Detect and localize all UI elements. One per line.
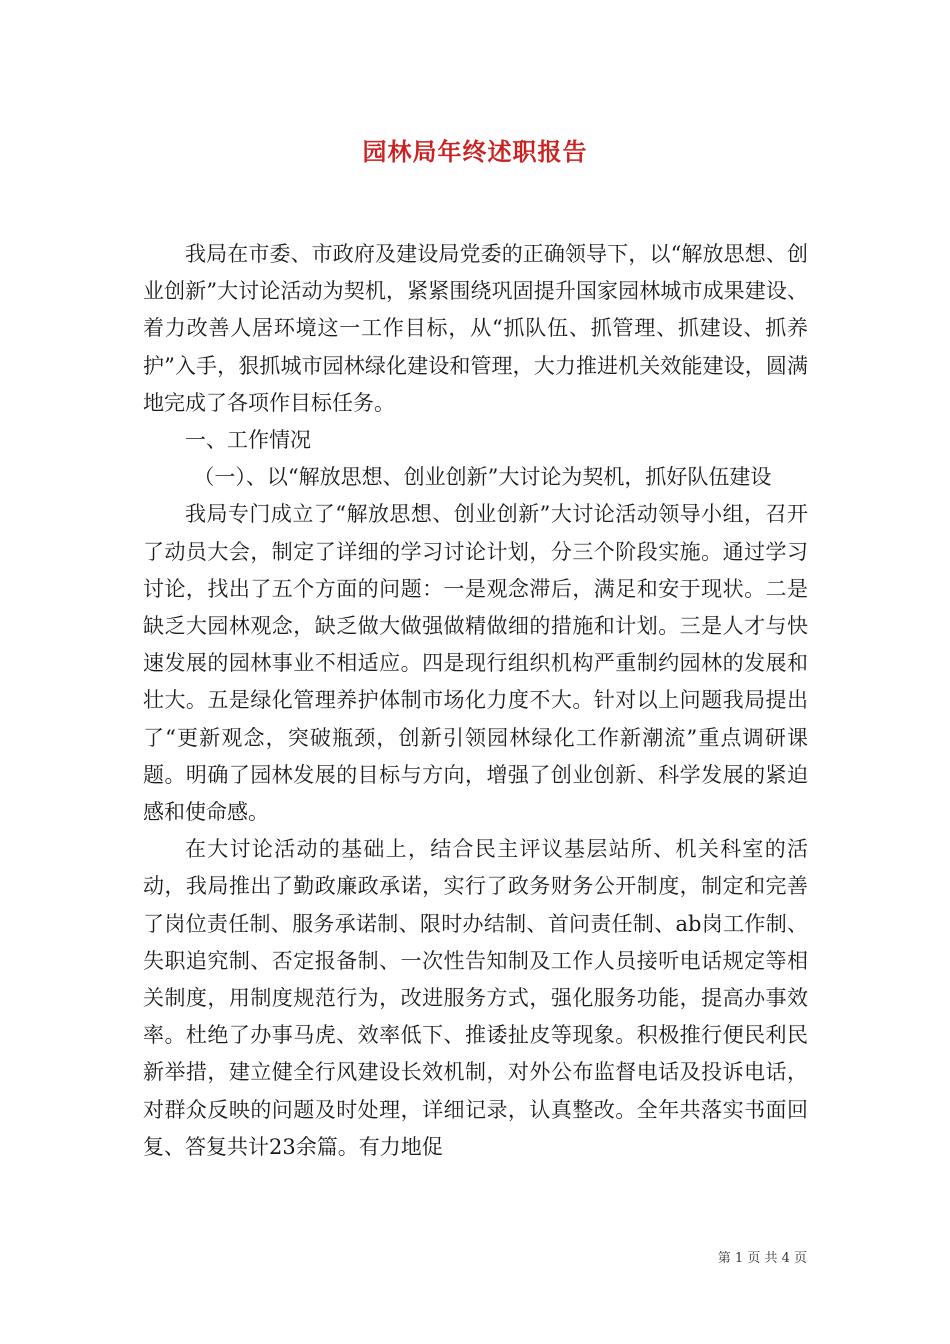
subsection-heading: （一）、以“解放思想、创业创新”大讨论为契机，抓好队伍建设	[193, 465, 772, 490]
section-heading: 一、工作情况	[185, 428, 311, 453]
intro-paragraph: 我局在市委、市政府及建设局党委的正确领导下，以“解放思想、创业创新”大讨论活动为契机，紧紧围绕巩固提升国家园林城市成果建设、着力改善人居环境这一工作目标，从“抓队伍、抓管理、抓建设、抓养护”入手，狠抓城市园林绿化建设和管理，大力推进机关效能建设，圆满地完成了各项作目标任务。	[143, 242, 808, 415]
document-body	[143, 236, 808, 1166]
body-paragraph: 在大讨论活动的基础上，结合民主评议基层站所、机关科室的活动，我局推出了勤政廉政承诺，实行了政务财务公开制度，制定和完善了岗位责任制、服务承诺制、限时办结制、首问责任制、ab岗工作制、失职追究制、否定报备制、一次性告知制及工作人员接听电话规定等相关制度，用制度规范行为，改进服务方式，强化服务功能，提高办事效率。杜绝了办事马虎、效率低下、推诿扯皮等现象。积极推行便民利民新举措，建立健全行风建设长效机制，对外公布监督电话及投诉电话，对群众反映的问题及时处理，详细记录，认真整改。全年共落实书面回复、答复共计23余篇。有力地促	[143, 837, 808, 1159]
page-number: 第 1 页 共 4 页	[717, 1251, 807, 1266]
document-title: 园林局年终述职报告	[362, 137, 588, 166]
body-paragraph: 我局专门成立了“解放思想、创业创新”大讨论活动领导小组，召开了动员大会，制定了详细的学习讨论计划，分三个阶段实施。通过学习讨论，找出了五个方面的问题：一是观念滞后，满足和安于现状。二是缺乏大园林观念，缺乏做大做强做精做细的措施和计划。三是人才与快速发展的园林事业不相适应。四是现行组织机构严重制约园林的发展和壮大。五是绿化管理养护体制市场化力度不大。针对以上问题我局提出了“更新观念，突破瓶颈，创新引领园林绿化工作新潮流”重点调研课题。明确了园林发展的目标与方向，增强了创业创新、科学发展的紧迫感和使命感。	[143, 502, 808, 825]
